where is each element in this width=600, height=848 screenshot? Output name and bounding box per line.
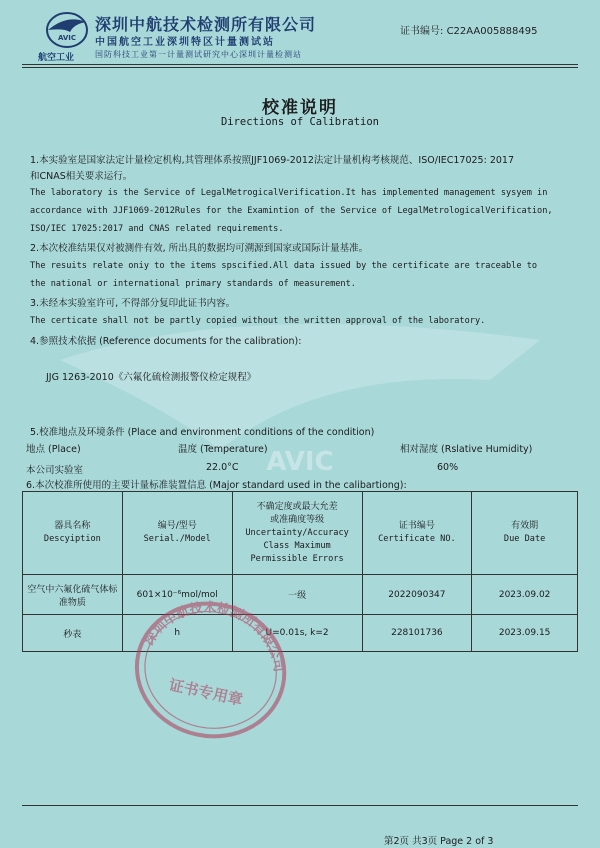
header-serial: 编号/型号 Serial./Model <box>122 492 232 575</box>
org-subtitle-2: 国防科技工业第一计量测试研究中心深圳计量检测站 <box>95 50 302 59</box>
org-subtitle: 中国航空工业深圳特区计量测试站 <box>95 37 275 48</box>
page-title-en: Directions of Calibration <box>220 116 380 128</box>
logo-caption: 航空工业 <box>38 53 75 63</box>
header-uncertainty: 不确定度或最大允差 或准确度等级 Uncertainty/Accuracy Class Maximum Permissible Errors <box>232 492 362 575</box>
header-due-date: 有效期 Due Date <box>472 492 578 575</box>
stamp-label: 证书专用章 <box>167 675 245 710</box>
header-divider-2 <box>22 67 578 68</box>
stamp-org: 深圳中航技术检测所有限公司 <box>141 600 286 674</box>
page-title: 校准说明 <box>262 98 338 118</box>
cell-certificate: 228101736 <box>362 615 472 652</box>
cell-name: 空气中六氟化硫气体标准物质 <box>23 575 123 615</box>
avic-logo-icon <box>44 10 90 50</box>
watermark-mark: AVIC <box>266 447 334 477</box>
page-number-en: Page 2 of 3 <box>440 836 494 847</box>
clause-2-en-2: the national or international primary standards of measurement. <box>30 279 356 289</box>
org-name: 深圳中航技术检测所有限公司 <box>95 15 317 34</box>
cell-serial: h <box>122 615 232 652</box>
clause-1-en-3: ISO/IEC 17025:2017 and CNAS related requirements. <box>30 224 284 234</box>
page-number <box>384 833 493 847</box>
temperature-value: 22.0°C <box>206 462 239 473</box>
clause-1-cn: 1.本实验室是国家法定计量检定机构,其管理体系按照JJF1069-2012法定计量机构考核规范、ISO/IEC17025: 2017 <box>30 155 515 166</box>
cell-name: 秒表 <box>23 615 123 652</box>
clause-2-en-1: The resuits relate oniy to the items spscified.All data issued by the certificate are traceable to <box>30 261 538 271</box>
footer-divider <box>22 805 578 806</box>
place-value: 本公司实验室 <box>26 465 84 476</box>
cert-value: C22AA005888495 <box>446 26 538 37</box>
table-header-row <box>23 492 578 575</box>
clause-4: 4.参照技术依据 (Reference documents for the calibration): <box>30 336 302 347</box>
cert-label: 证书编号: <box>400 26 444 37</box>
humidity-label: 相对湿度 (Rslative Humidity) <box>400 444 533 455</box>
certificate-number <box>400 22 538 37</box>
cell-uncertainty: 一级 <box>232 575 362 615</box>
cell-certificate: 2022090347 <box>362 575 472 615</box>
reference-document: JJG 1263-2010《六氟化硫检测报警仪检定规程》 <box>46 372 257 383</box>
header-certificate: 证书编号 Certificate NO. <box>362 492 472 575</box>
table-row <box>23 575 578 615</box>
clause-5: 5.校准地点及环境条件 (Place and environment conditions of the condition) <box>30 427 375 438</box>
clause-3-en: The certicate shall not be partly copied without the written approval of the laboratory. <box>30 316 486 326</box>
clause-1-en-2: accordance with JJF1069-2012Rules for the Examintion of the Service of LegalMetrologicalVerification, <box>30 206 553 216</box>
logo-mark: AVIC <box>57 34 77 42</box>
cell-uncertainty: U=0.01s, k=2 <box>232 615 362 652</box>
humidity-value: 60% <box>437 462 459 473</box>
clause-6: 6.本次校准所使用的主要计量标准装置信息 (Major standard used in the calibartiong): <box>26 480 407 491</box>
temperature-label: 温度 (Temperature) <box>178 444 268 455</box>
header-divider <box>22 64 578 65</box>
page-number-cn: 第2页 共3页 <box>384 836 438 847</box>
place-label: 地点 (Place) <box>26 444 81 455</box>
clause-2-cn: 2.本次校准结果仅对被测件有效, 所出具的数据均可溯源到国家或国际计量基准。 <box>30 243 369 254</box>
cell-due-date: 2023.09.15 <box>472 615 578 652</box>
clause-1-en-1: The laboratory is the Service of LegalMetrogicalVerification.It has implemented management sysyem in <box>30 188 548 198</box>
cell-serial: 601×10⁻⁶mol/mol <box>122 575 232 615</box>
header-description: 器具名称 Descyiption <box>23 492 123 575</box>
cell-due-date: 2023.09.02 <box>472 575 578 615</box>
clause-1-cn-2: 和CNAS相关要求运行。 <box>30 171 133 182</box>
clause-3-cn: 3.未经本实验室许可, 不得部分复印此证书内容。 <box>30 298 236 309</box>
